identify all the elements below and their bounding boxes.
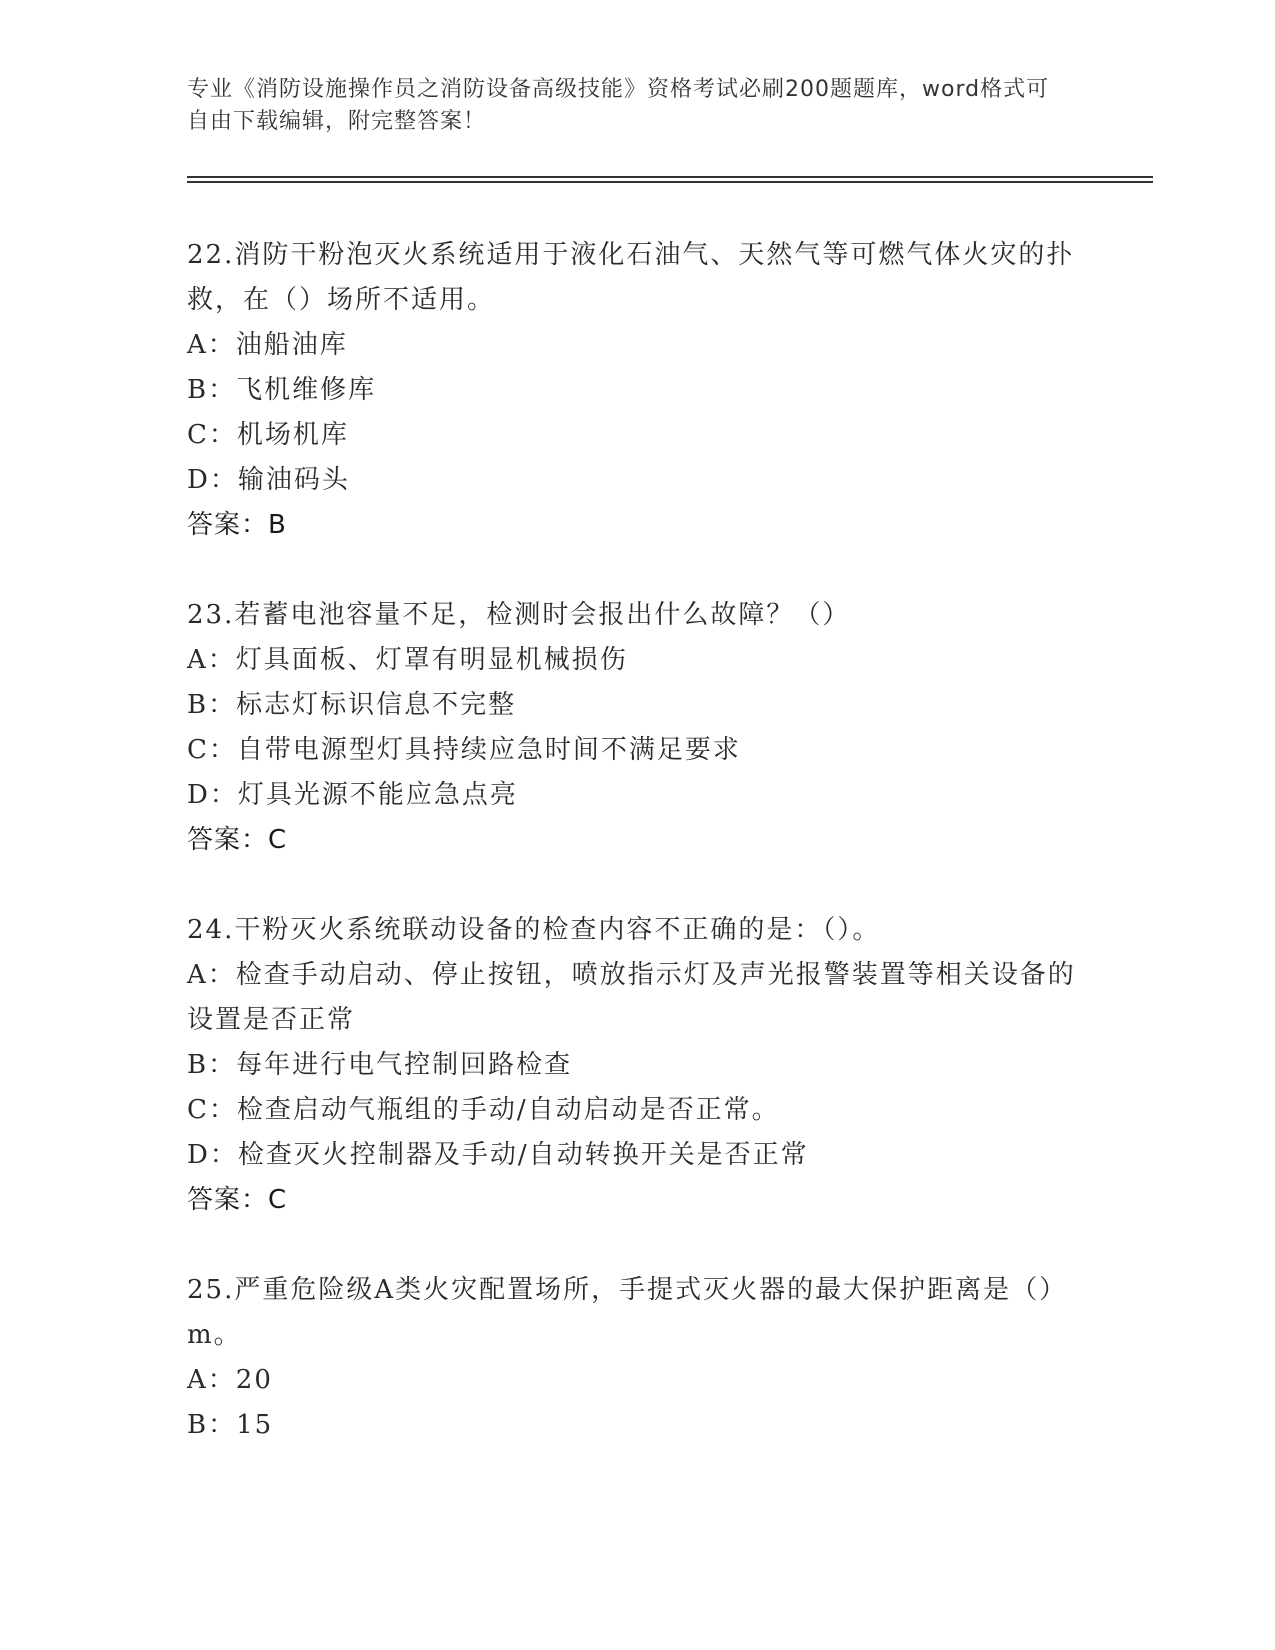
question-25 — [187, 1268, 1087, 1448]
option-b: B：15 — [187, 1410, 274, 1440]
answer-label: 答案：C — [187, 825, 288, 855]
option-c: C：机场机库 — [187, 420, 349, 450]
question-23 — [187, 593, 1087, 863]
option-b: B：飞机维修库 — [187, 375, 377, 405]
option-d: D：输油码头 — [187, 465, 350, 495]
question-22 — [187, 233, 1087, 548]
header-divider-top — [187, 176, 1153, 178]
answer-label: 答案：C — [187, 1185, 288, 1215]
option-a: A：20 — [187, 1365, 273, 1395]
option-b: B：每年进行电气控制回路检查 — [187, 1050, 573, 1080]
option-a: A：检查手动启动、停止按钮，喷放指示灯及声光报警装置等相关设备的设置是否正常 — [187, 960, 1076, 1035]
question-stem: 23.若蓄电池容量不足，检测时会报出什么故障？（） — [187, 600, 851, 630]
option-d: D：灯具光源不能应急点亮 — [187, 780, 518, 810]
answer-label: 答案：B — [187, 510, 287, 540]
option-c: C：检查启动气瓶组的手动/自动启动是否正常。 — [187, 1095, 780, 1125]
question-stem: 24.干粉灭火系统联动设备的检查内容不正确的是：（）。 — [187, 915, 881, 945]
question-list — [187, 233, 1087, 1493]
option-c: C：自带电源型灯具持续应急时间不满足要求 — [187, 735, 741, 765]
question-stem: 25.严重危险级A类火灾配置场所，手提式灭火器的最大保护距离是（）m。 — [187, 1275, 1068, 1350]
option-b: B：标志灯标识信息不完整 — [187, 690, 517, 720]
document-header: 专业《消防设施操作员之消防设备高级技能》资格考试必刷200题题库，word格式可自由下载编辑，附完整答案！ — [187, 77, 1050, 134]
option-d: D：检查灭火控制器及手动/自动转换开关是否正常 — [187, 1140, 809, 1170]
header-divider-bottom — [187, 181, 1153, 183]
option-a: A：灯具面板、灯罩有明显机械损伤 — [187, 645, 628, 675]
option-a: A：油船油库 — [187, 330, 348, 360]
question-24 — [187, 908, 1087, 1223]
question-stem: 22.消防干粉泡灭火系统适用于液化石油气、天然气等可燃气体火灾的扑救，在（）场所不适用。 — [187, 240, 1075, 315]
